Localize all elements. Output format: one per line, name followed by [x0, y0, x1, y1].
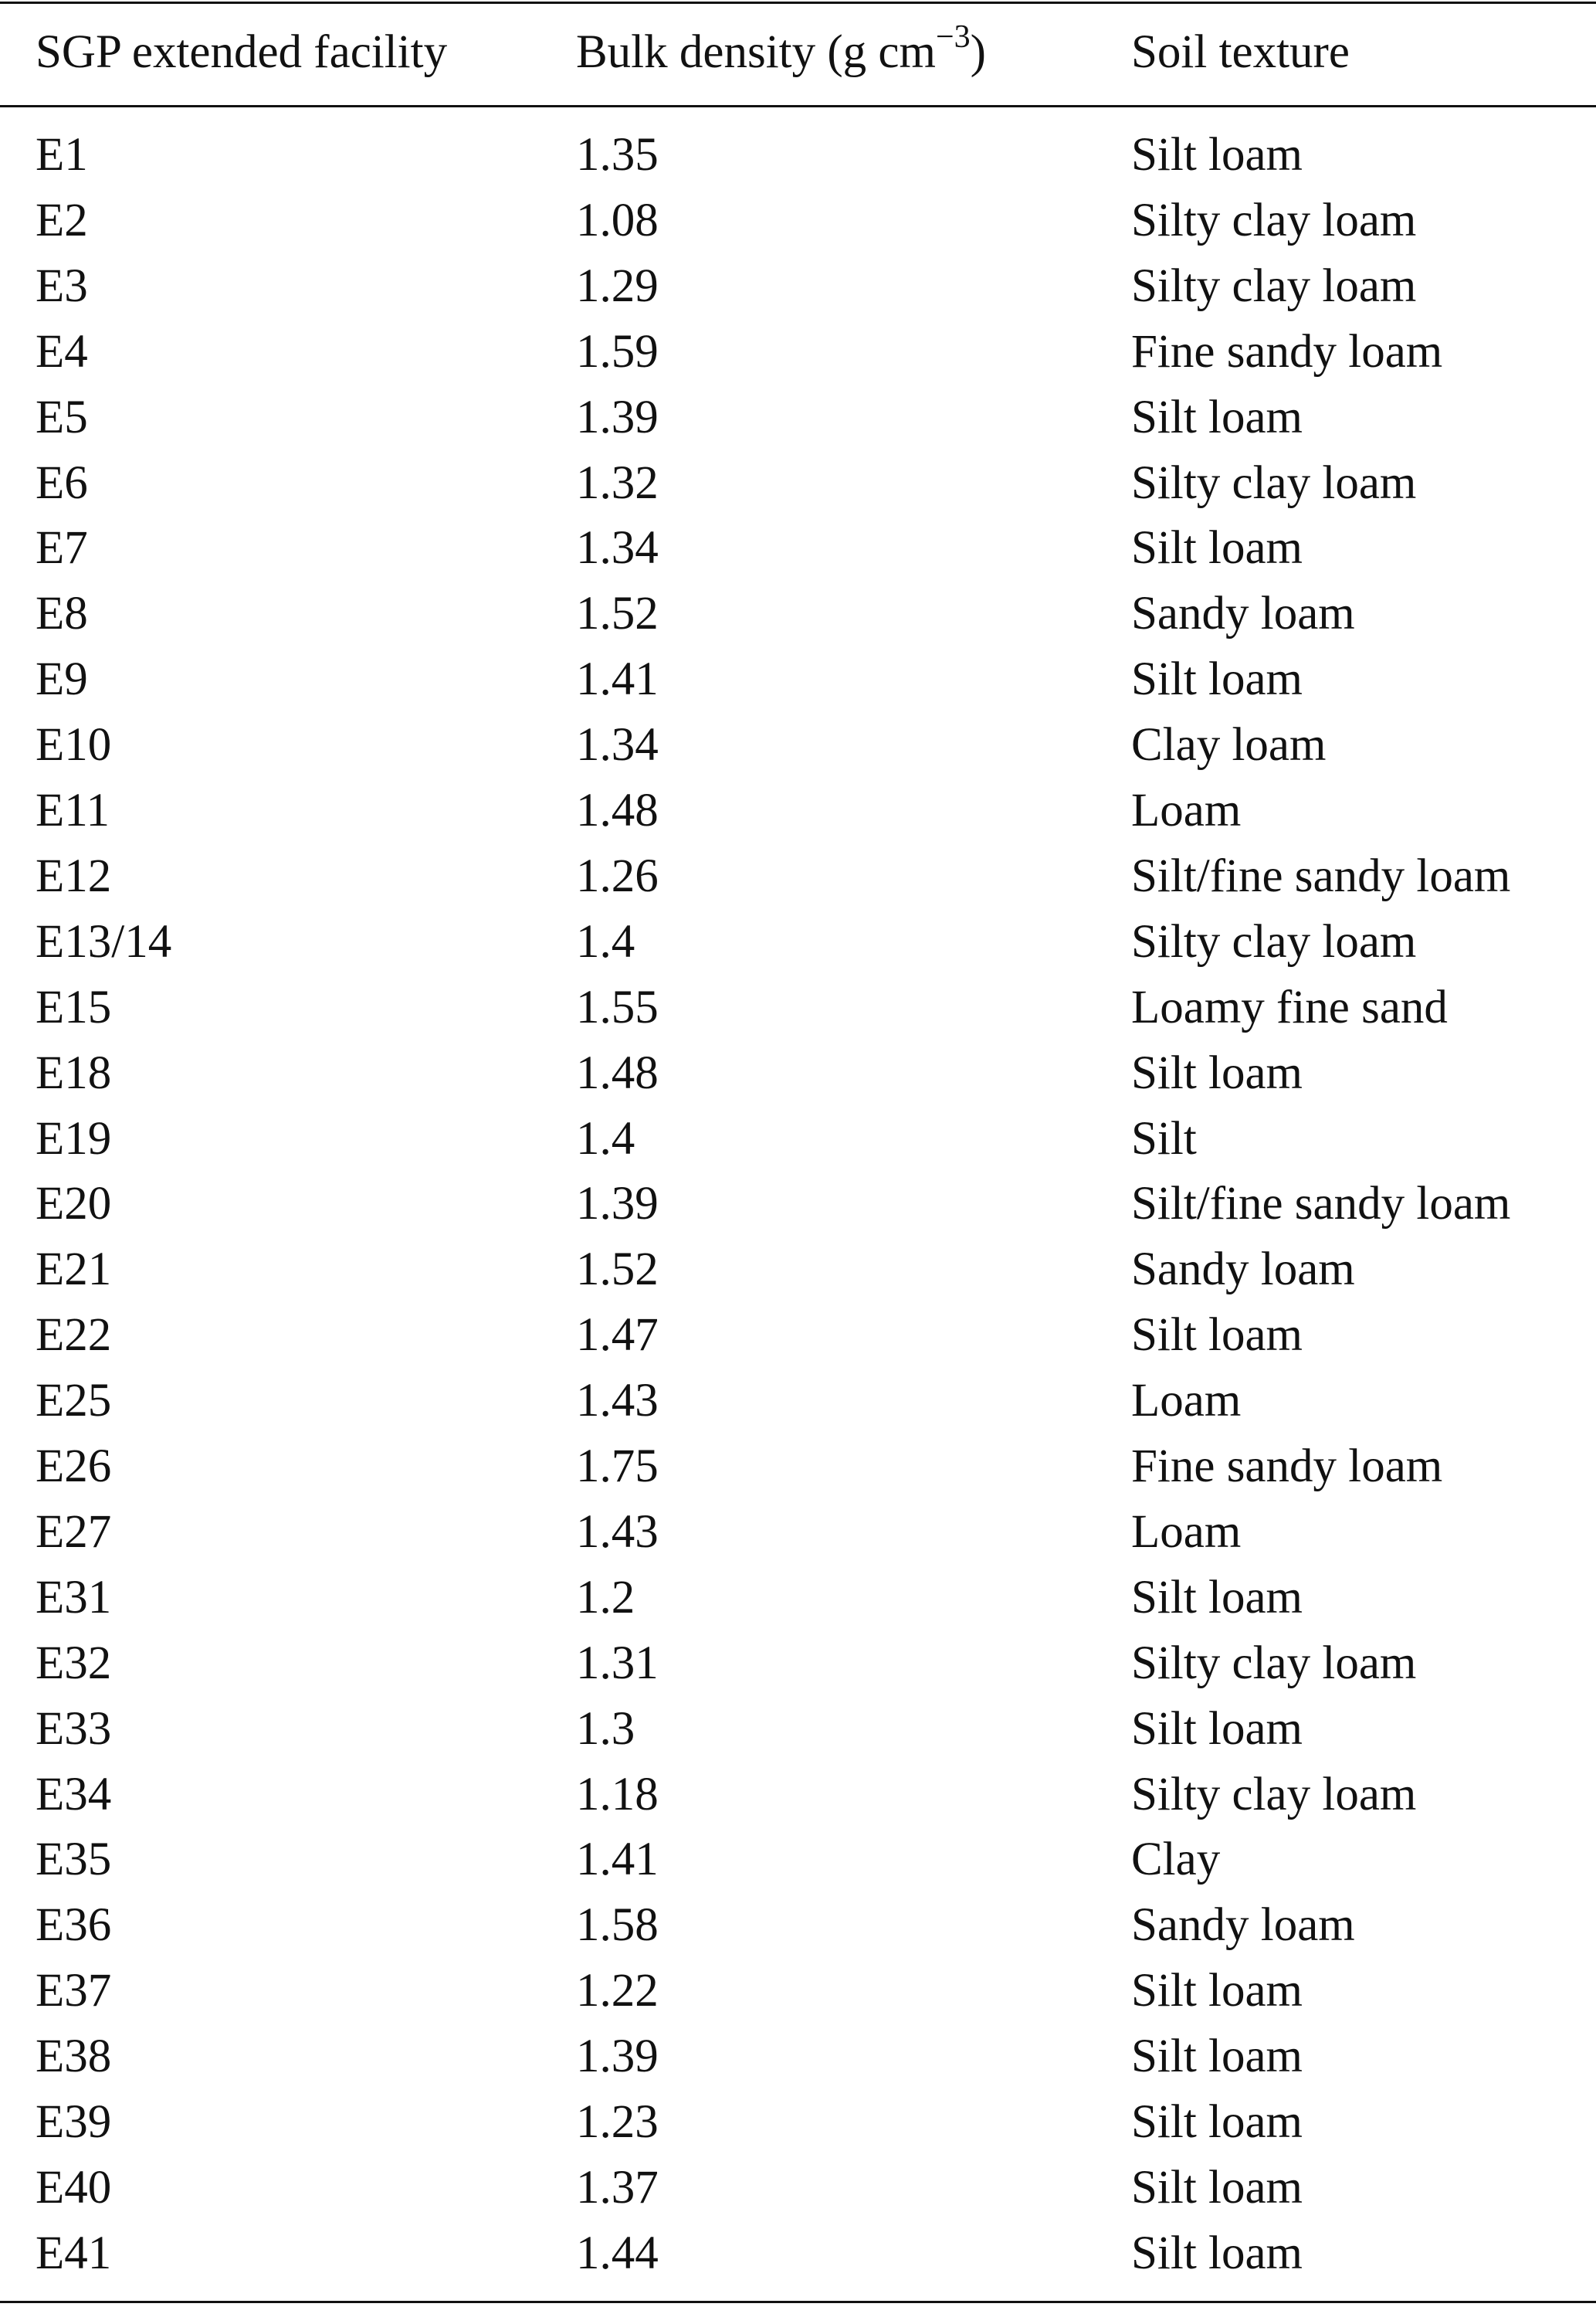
cell-facility: E18 — [36, 1047, 112, 1099]
cell-bulk-density: 1.26 — [576, 850, 659, 902]
table-row — [0, 1370, 1596, 1432]
table-row — [0, 1501, 1596, 1563]
cell-bulk-density: 1.35 — [576, 129, 659, 181]
table-row — [0, 1633, 1596, 1695]
cell-soil-texture: Silt loam — [1131, 129, 1303, 181]
cell-bulk-density: 1.2 — [576, 1571, 635, 1623]
top-rule — [0, 2, 1596, 4]
cell-soil-texture: Silt/fine sandy loam — [1131, 850, 1511, 902]
cell-bulk-density: 1.41 — [576, 1834, 659, 1886]
table-row — [0, 1960, 1596, 2022]
cell-facility: E1 — [36, 129, 88, 181]
cell-bulk-density: 1.22 — [576, 1965, 659, 2017]
cell-soil-texture: Silty clay loam — [1131, 456, 1417, 509]
cell-bulk-density: 1.43 — [576, 1375, 659, 1427]
table-row — [0, 714, 1596, 776]
cell-soil-texture: Silt loam — [1131, 1571, 1303, 1623]
cell-soil-texture: Loam — [1131, 1375, 1242, 1427]
cell-soil-texture: Clay — [1131, 1834, 1221, 1886]
table-row — [0, 190, 1596, 252]
cell-bulk-density: 1.55 — [576, 981, 659, 1033]
cell-soil-texture: Silt loam — [1131, 653, 1303, 706]
cell-bulk-density: 1.3 — [576, 1702, 635, 1755]
cell-facility: E37 — [36, 1965, 112, 2017]
cell-soil-texture: Sandy loam — [1131, 1899, 1355, 1952]
cell-facility: E40 — [36, 2161, 112, 2214]
cell-bulk-density: 1.48 — [576, 1047, 659, 1099]
table-row — [0, 977, 1596, 1039]
cell-facility: E15 — [36, 981, 112, 1033]
cell-facility: E25 — [36, 1375, 112, 1427]
cell-bulk-density: 1.58 — [576, 1899, 659, 1952]
header-bulk-density — [576, 19, 986, 83]
cell-facility: E20 — [36, 1178, 112, 1230]
cell-soil-texture: Silt loam — [1131, 2030, 1303, 2083]
cell-soil-texture: Silt loam — [1131, 522, 1303, 575]
table-row — [0, 1173, 1596, 1235]
cell-bulk-density: 1.59 — [576, 325, 659, 378]
cell-soil-texture: Clay loam — [1131, 719, 1327, 772]
cell-soil-texture: Silty clay loam — [1131, 194, 1417, 246]
cell-bulk-density: 1.39 — [576, 1178, 659, 1230]
table-row — [0, 2026, 1596, 2088]
cell-facility: E7 — [36, 522, 88, 575]
cell-facility: E33 — [36, 1702, 112, 1755]
table-row — [0, 2092, 1596, 2153]
table-row — [0, 256, 1596, 317]
cell-bulk-density: 1.4 — [576, 915, 635, 968]
table-row — [0, 517, 1596, 579]
cell-facility: E8 — [36, 588, 88, 640]
cell-soil-texture: Silt loam — [1131, 1309, 1303, 1362]
cell-soil-texture: Silt/fine sandy loam — [1131, 1178, 1511, 1230]
cell-facility: E34 — [36, 1768, 112, 1820]
cell-bulk-density: 1.52 — [576, 1243, 659, 1296]
cell-facility: E19 — [36, 1112, 112, 1165]
table-row — [0, 1108, 1596, 1170]
cell-soil-texture: Loam — [1131, 1505, 1242, 1558]
table-row — [0, 846, 1596, 908]
cell-facility: E41 — [36, 2227, 112, 2279]
cell-soil-texture: Fine sandy loam — [1131, 325, 1443, 378]
cell-soil-texture: Silt loam — [1131, 2161, 1303, 2214]
table-row — [0, 583, 1596, 645]
header-rule — [0, 105, 1596, 107]
table-row — [0, 780, 1596, 842]
cell-facility: E27 — [36, 1505, 112, 1558]
cell-bulk-density: 1.48 — [576, 785, 659, 836]
table-row — [0, 1764, 1596, 1826]
cell-bulk-density: 1.37 — [576, 2161, 659, 2214]
cell-soil-texture: Sandy loam — [1131, 588, 1355, 640]
header-bulk-density-prefix: Bulk density (g cm — [576, 26, 936, 78]
cell-soil-texture: Silty clay loam — [1131, 260, 1417, 312]
table-row — [0, 649, 1596, 711]
table-row — [0, 911, 1596, 973]
table-row — [0, 1304, 1596, 1366]
table-row — [0, 1829, 1596, 1891]
cell-bulk-density: 1.31 — [576, 1637, 659, 1689]
cell-bulk-density: 1.75 — [576, 1440, 659, 1492]
table-row — [0, 2157, 1596, 2219]
cell-facility: E35 — [36, 1834, 112, 1886]
table-row — [0, 1698, 1596, 1760]
cell-soil-texture: Sandy loam — [1131, 1243, 1355, 1296]
cell-facility: E39 — [36, 2096, 112, 2148]
cell-facility: E4 — [36, 325, 88, 378]
cell-facility: E38 — [36, 2030, 112, 2083]
header-bulk-density-exponent: −3 — [935, 19, 971, 55]
cell-facility: E31 — [36, 1571, 112, 1623]
cell-soil-texture: Silt loam — [1131, 2096, 1303, 2148]
cell-bulk-density: 1.41 — [576, 653, 659, 706]
cell-soil-texture: Silt loam — [1131, 2227, 1303, 2279]
header-soil-texture: Soil texture — [1131, 26, 1350, 78]
table-row — [0, 2223, 1596, 2285]
cell-bulk-density: 1.44 — [576, 2227, 659, 2279]
cell-facility: E9 — [36, 653, 88, 706]
cell-bulk-density: 1.43 — [576, 1505, 659, 1558]
cell-soil-texture: Silt — [1131, 1112, 1197, 1165]
cell-soil-texture: Silt loam — [1131, 1702, 1303, 1755]
cell-facility: E12 — [36, 850, 112, 902]
cell-facility: E26 — [36, 1440, 112, 1492]
table-header-row — [0, 19, 1596, 83]
cell-bulk-density: 1.34 — [576, 719, 659, 772]
cell-facility: E13/14 — [36, 915, 172, 968]
cell-facility: E6 — [36, 456, 88, 509]
table-row — [0, 1895, 1596, 1956]
cell-facility: E36 — [36, 1899, 112, 1952]
cell-bulk-density: 1.08 — [576, 194, 659, 246]
cell-facility: E22 — [36, 1309, 112, 1362]
cell-facility: E21 — [36, 1243, 112, 1296]
cell-bulk-density: 1.32 — [576, 456, 659, 509]
cell-facility: E3 — [36, 260, 88, 312]
table-row — [0, 1239, 1596, 1301]
cell-bulk-density: 1.34 — [576, 522, 659, 575]
cell-bulk-density: 1.39 — [576, 2030, 659, 2083]
cell-soil-texture: Silt loam — [1131, 1965, 1303, 2017]
cell-soil-texture: Loam — [1131, 785, 1242, 836]
cell-soil-texture: Silt loam — [1131, 1047, 1303, 1099]
cell-soil-texture: Silt loam — [1131, 391, 1303, 443]
cell-facility: E11 — [36, 785, 110, 836]
cell-soil-texture: Loamy fine sand — [1131, 981, 1448, 1033]
cell-soil-texture: Silty clay loam — [1131, 915, 1417, 968]
table-row — [0, 453, 1596, 514]
cell-bulk-density: 1.4 — [576, 1112, 635, 1165]
cell-facility: E32 — [36, 1637, 112, 1689]
header-facility: SGP extended facility — [36, 26, 448, 78]
cell-bulk-density: 1.18 — [576, 1768, 659, 1820]
cell-soil-texture: Fine sandy loam — [1131, 1440, 1443, 1492]
table-row — [0, 321, 1596, 383]
table-row — [0, 124, 1596, 186]
cell-bulk-density: 1.39 — [576, 391, 659, 443]
cell-soil-texture: Silty clay loam — [1131, 1768, 1417, 1820]
cell-bulk-density: 1.47 — [576, 1309, 659, 1362]
cell-soil-texture: Silty clay loam — [1131, 1637, 1417, 1689]
bottom-rule — [0, 2301, 1596, 2303]
table-row — [0, 1567, 1596, 1629]
cell-bulk-density: 1.23 — [576, 2096, 659, 2148]
cell-facility: E10 — [36, 719, 112, 772]
cell-bulk-density: 1.52 — [576, 588, 659, 640]
cell-facility: E5 — [36, 391, 88, 443]
cell-bulk-density: 1.29 — [576, 260, 659, 312]
table-row — [0, 387, 1596, 449]
table-row — [0, 1436, 1596, 1498]
cell-facility: E2 — [36, 194, 88, 246]
table-row — [0, 1043, 1596, 1104]
header-bulk-density-suffix: ) — [970, 26, 986, 78]
